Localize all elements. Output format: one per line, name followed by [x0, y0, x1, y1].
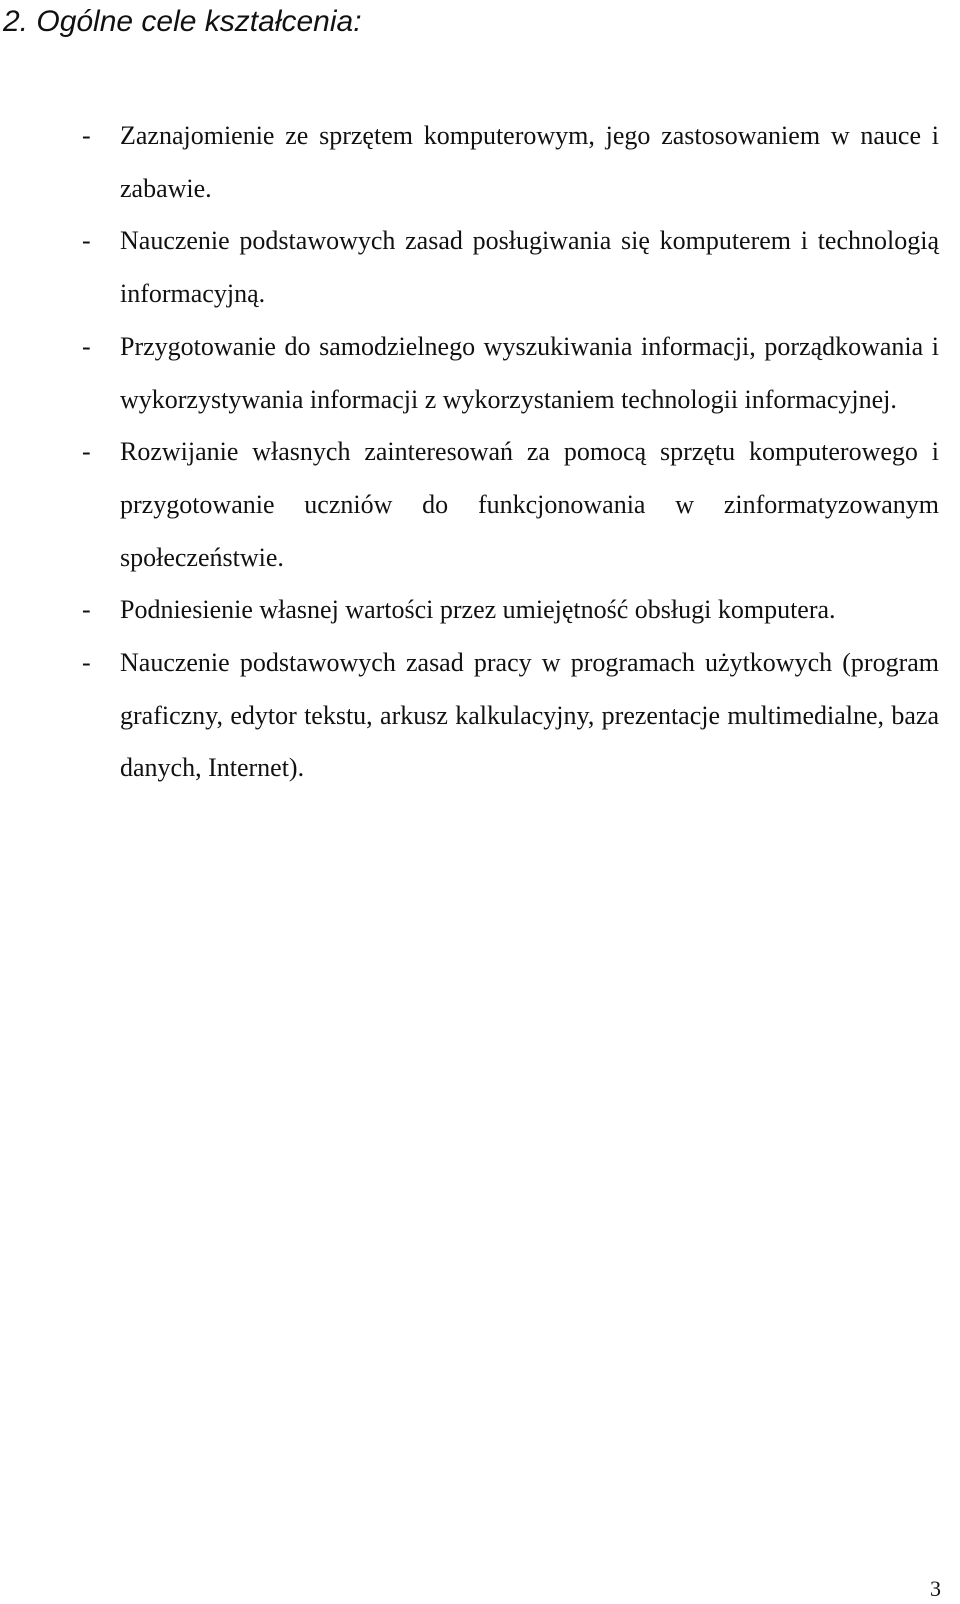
list-item-text: Nauczenie podstawowych zasad posługiwania się komputerem i technologią informacyjną. [120, 226, 939, 309]
list-bullet: - [82, 331, 91, 361]
list-item [0, 426, 960, 584]
section-heading: 2. Ogólne cele kształcenia: [3, 5, 362, 38]
list-item-text: Zaznajomienie ze sprzętem komputerowym, jego zastosowaniem w nauce i zabawie. [120, 121, 939, 203]
list-bullet: - [82, 437, 91, 467]
list-item-text: Rozwijanie własnych zainteresowań za pomocą sprzętu komputerowego i przygotowanie uczniów do funkcjonowania w zinformatyzowanym społeczeństwie. [120, 437, 939, 572]
list-item-text: Podniesienie własnej wartości przez umiejętność obsługi komputera. [120, 595, 836, 625]
list-item-text: Nauczenie podstawowych zasad pracy w programach użytkowych (program graficzny, edytor tekstu, arkusz kalkulacyjny, prezentacje multimedialne, baza danych, Internet). [120, 648, 939, 783]
list-item [0, 584, 960, 637]
list-bullet: - [82, 226, 91, 256]
page-number: 3 [930, 1576, 941, 1601]
goals-list [0, 110, 960, 795]
list-bullet: - [82, 648, 91, 678]
list-item [0, 321, 960, 426]
list-bullet: - [82, 595, 91, 625]
list-item-text: Przygotowanie do samodzielnego wyszukiwania informacji, porządkowania i wykorzystywania informacji z wykorzystaniem technologii informacyjnej. [120, 331, 939, 414]
list-item [0, 637, 960, 795]
list-bullet: - [82, 121, 91, 150]
list-item [0, 110, 960, 215]
list-item [0, 215, 960, 320]
